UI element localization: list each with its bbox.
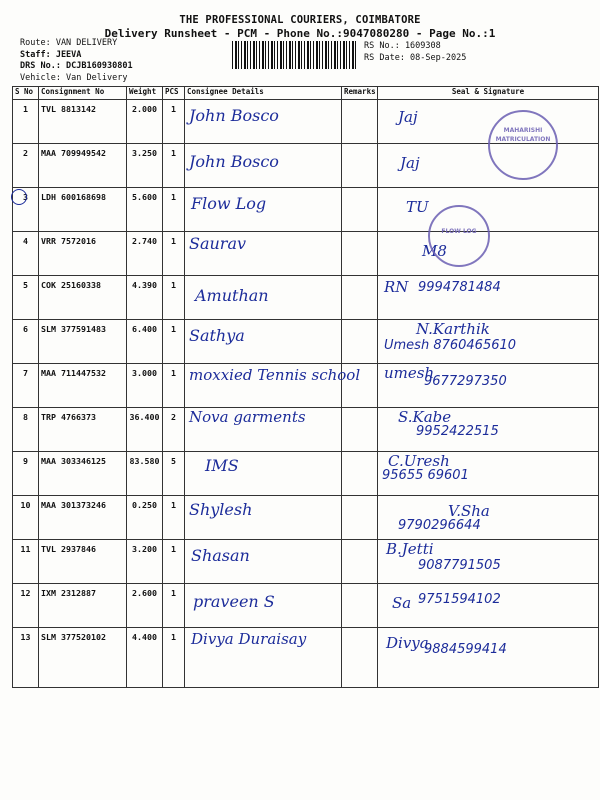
consignee-handwriting: Sathya bbox=[189, 326, 245, 345]
row-weight: 4.390 bbox=[127, 276, 163, 320]
row-pcs: 1 bbox=[163, 496, 185, 540]
row-consignment: MAA 301373246 bbox=[39, 496, 127, 540]
row-consignment: IXM 2312887 bbox=[39, 584, 127, 628]
rs-date-line: RS Date: 08-Sep-2025 bbox=[364, 53, 467, 63]
row-consignee-details bbox=[185, 496, 342, 540]
row-consignment: TVL 2937846 bbox=[39, 540, 127, 584]
col-details: Consignee Details bbox=[185, 87, 342, 100]
table-row bbox=[13, 364, 599, 408]
row-signature bbox=[378, 364, 599, 408]
row-pcs: 1 bbox=[163, 320, 185, 364]
row-consignee-details bbox=[185, 364, 361, 408]
row-pcs: 2 bbox=[163, 408, 185, 452]
row-sno: 7 bbox=[13, 364, 39, 408]
consignee-handwriting: Shylesh bbox=[189, 500, 253, 519]
table-row bbox=[13, 628, 599, 688]
barcode bbox=[232, 41, 358, 69]
col-signature: Seal & Signature bbox=[378, 87, 599, 100]
table-row bbox=[13, 496, 599, 540]
row-remarks bbox=[342, 320, 378, 364]
phone-handwriting: 9790296644 bbox=[398, 518, 481, 533]
consignee-handwriting: praveen S bbox=[193, 592, 275, 611]
row-pcs: 1 bbox=[163, 584, 185, 628]
row-sno: 13 bbox=[13, 628, 39, 688]
col-pcs: PCS bbox=[163, 87, 185, 100]
phone-handwriting: 9952422515 bbox=[416, 424, 499, 439]
rs-no-line: RS No.: 1609308 bbox=[364, 41, 441, 51]
row-remarks bbox=[342, 540, 378, 584]
signature-handwriting: RN bbox=[384, 278, 409, 296]
row-pcs: 1 bbox=[163, 144, 185, 188]
row-sno: 1 bbox=[13, 100, 39, 144]
row-weight: 83.580 bbox=[127, 452, 163, 496]
row-weight: 3.200 bbox=[127, 540, 163, 584]
row-signature bbox=[378, 628, 599, 688]
phone-handwriting: 9087791505 bbox=[418, 558, 501, 573]
table-row bbox=[13, 232, 599, 276]
row-consignee-details bbox=[185, 584, 342, 628]
signature-handwriting: C.Uresh bbox=[388, 452, 450, 470]
row-remarks bbox=[342, 276, 378, 320]
signature-handwriting: V.Sha bbox=[448, 502, 490, 520]
row-weight: 36.400 bbox=[127, 408, 163, 452]
signature-handwriting: M8 bbox=[422, 242, 447, 260]
row-remarks bbox=[342, 452, 378, 496]
row-consignment: TRP 4766373 bbox=[39, 408, 127, 452]
vehicle-line: Vehicle: Van Delivery bbox=[20, 72, 128, 83]
row-consignment: SLM 377520102 bbox=[39, 628, 127, 688]
row-remarks bbox=[342, 144, 378, 188]
consignee-handwriting: IMS bbox=[205, 456, 239, 475]
row-consignment: COK 25160338 bbox=[39, 276, 127, 320]
route-line: Route: VAN DELIVERY bbox=[20, 38, 118, 48]
row-consignment: SLM 377591483 bbox=[39, 320, 127, 364]
row-sno: 5 bbox=[13, 276, 39, 320]
row-remarks bbox=[342, 188, 378, 232]
consignee-handwriting: Flow Log bbox=[191, 194, 267, 213]
row-consignee-details bbox=[185, 408, 342, 452]
seal-stamp-1: MAHARISHI MATRICULATION bbox=[488, 110, 558, 180]
row-weight: 2.600 bbox=[127, 584, 163, 628]
phone-handwriting: Umesh 8760465610 bbox=[384, 338, 517, 353]
consignee-handwriting: John Bosco bbox=[189, 106, 279, 125]
row-pcs: 1 bbox=[163, 100, 185, 144]
row-sno: 9 bbox=[13, 452, 39, 496]
table-header-row bbox=[13, 87, 599, 100]
row-consignee-details bbox=[185, 188, 342, 232]
col-remarks: Remarks bbox=[342, 87, 378, 100]
row-consignment: MAA 303346125 bbox=[39, 452, 127, 496]
phone-handwriting: 9884599414 bbox=[424, 642, 507, 657]
table-row bbox=[13, 408, 599, 452]
seal-stamp-2: FLOW LOG bbox=[428, 205, 490, 267]
consignee-handwriting: John Bosco bbox=[189, 152, 279, 171]
consignee-handwriting: Shasan bbox=[191, 546, 250, 565]
row-consignee-details bbox=[185, 628, 342, 688]
row-sno: 4 bbox=[13, 232, 39, 276]
col-sno: S No bbox=[13, 87, 39, 100]
row-signature bbox=[378, 584, 599, 628]
signature-handwriting: N.Karthik bbox=[416, 320, 490, 338]
consignee-handwriting: moxxied Tennis school bbox=[189, 366, 361, 384]
table-row bbox=[13, 188, 599, 232]
phone-handwriting: 9751594102 bbox=[418, 592, 501, 607]
row-remarks bbox=[342, 584, 378, 628]
row-remarks bbox=[342, 628, 378, 688]
row-pcs: 1 bbox=[163, 188, 185, 232]
row-signature bbox=[378, 540, 599, 584]
signature-handwriting: Sa bbox=[392, 594, 412, 612]
row-consignment: VRR 7572016 bbox=[39, 232, 127, 276]
row-pcs: 1 bbox=[163, 276, 185, 320]
row-weight: 4.400 bbox=[127, 628, 163, 688]
signature-handwriting: Divya bbox=[386, 634, 429, 652]
row-weight: 6.400 bbox=[127, 320, 163, 364]
row-sno: 2 bbox=[13, 144, 39, 188]
row-weight: 0.250 bbox=[127, 496, 163, 540]
staff-line: Staff: JEEVA bbox=[20, 49, 82, 60]
phone-handwriting: 9677297350 bbox=[424, 374, 507, 389]
rs-info bbox=[364, 40, 466, 64]
consignee-handwriting: Amuthan bbox=[195, 286, 269, 305]
row-consignment: MAA 709949542 bbox=[39, 144, 127, 188]
table-row bbox=[13, 452, 599, 496]
row-consignee-details bbox=[185, 144, 342, 188]
row-sno: 8 bbox=[13, 408, 39, 452]
runsheet-subtitle: Delivery Runsheet - PCM - Phone No.:9047080280 - Page No.:1 bbox=[104, 27, 496, 40]
row-signature bbox=[378, 496, 599, 540]
table-row bbox=[13, 276, 599, 320]
row-remarks bbox=[342, 408, 378, 452]
row-sno: 3 bbox=[13, 188, 39, 232]
row-signature bbox=[378, 452, 599, 496]
row-consignee-details bbox=[185, 540, 342, 584]
row-consignment: MAA 711447532 bbox=[39, 364, 127, 408]
consignee-handwriting: Nova garments bbox=[189, 408, 306, 426]
company-title: THE PROFESSIONAL COURIERS, COIMBATORE bbox=[179, 14, 421, 26]
signature-handwriting: B.Jetti bbox=[386, 540, 434, 558]
row-consignee-details bbox=[185, 100, 342, 144]
row-weight: 3.000 bbox=[127, 364, 163, 408]
row-consignee-details bbox=[185, 232, 342, 276]
signature-handwriting: Jaj bbox=[400, 154, 420, 172]
row-pcs: 5 bbox=[163, 452, 185, 496]
row-consignee-details bbox=[185, 276, 342, 320]
col-consignment: Consignment No bbox=[39, 87, 127, 100]
drs-line: DRS No.: DCJB160930801 bbox=[20, 61, 133, 72]
row-sno: 11 bbox=[13, 540, 39, 584]
row-pcs: 1 bbox=[163, 628, 185, 688]
row-remarks bbox=[342, 232, 378, 276]
row-signature bbox=[378, 320, 599, 364]
row-remarks bbox=[342, 100, 378, 144]
consignee-handwriting: Saurav bbox=[189, 234, 247, 253]
table-row bbox=[13, 320, 599, 364]
signature-handwriting: Jaj bbox=[398, 108, 418, 126]
row-sno: 6 bbox=[13, 320, 39, 364]
row-pcs: 1 bbox=[163, 540, 185, 584]
row-signature bbox=[378, 276, 599, 320]
row-consignment: LDH 600168698 bbox=[39, 188, 127, 232]
phone-handwriting: 95655 69601 bbox=[382, 468, 469, 483]
route-info bbox=[20, 38, 133, 84]
row-consignment: TVL 8813142 bbox=[39, 100, 127, 144]
row-signature bbox=[378, 408, 599, 452]
circled-number-mark bbox=[11, 189, 27, 205]
row-pcs: 1 bbox=[163, 232, 185, 276]
row-remarks bbox=[342, 496, 378, 540]
row-weight: 2.000 bbox=[127, 100, 163, 144]
phone-handwriting: 9994781484 bbox=[418, 280, 501, 295]
signature-handwriting: TU bbox=[406, 198, 429, 216]
signature-handwriting: S.Kabe bbox=[398, 408, 452, 426]
table-row bbox=[13, 540, 599, 584]
consignee-handwriting: Divya Duraisay bbox=[191, 630, 307, 648]
signature-handwriting: umesh bbox=[384, 364, 435, 382]
row-weight: 5.600 bbox=[127, 188, 163, 232]
row-consignee-details bbox=[185, 452, 342, 496]
row-weight: 3.250 bbox=[127, 144, 163, 188]
col-weight: Weight bbox=[127, 87, 163, 100]
row-sno: 12 bbox=[13, 584, 39, 628]
row-sno: 10 bbox=[13, 496, 39, 540]
row-weight: 2.740 bbox=[127, 232, 163, 276]
table-row bbox=[13, 584, 599, 628]
row-pcs: 1 bbox=[163, 364, 185, 408]
row-consignee-details bbox=[185, 320, 342, 364]
